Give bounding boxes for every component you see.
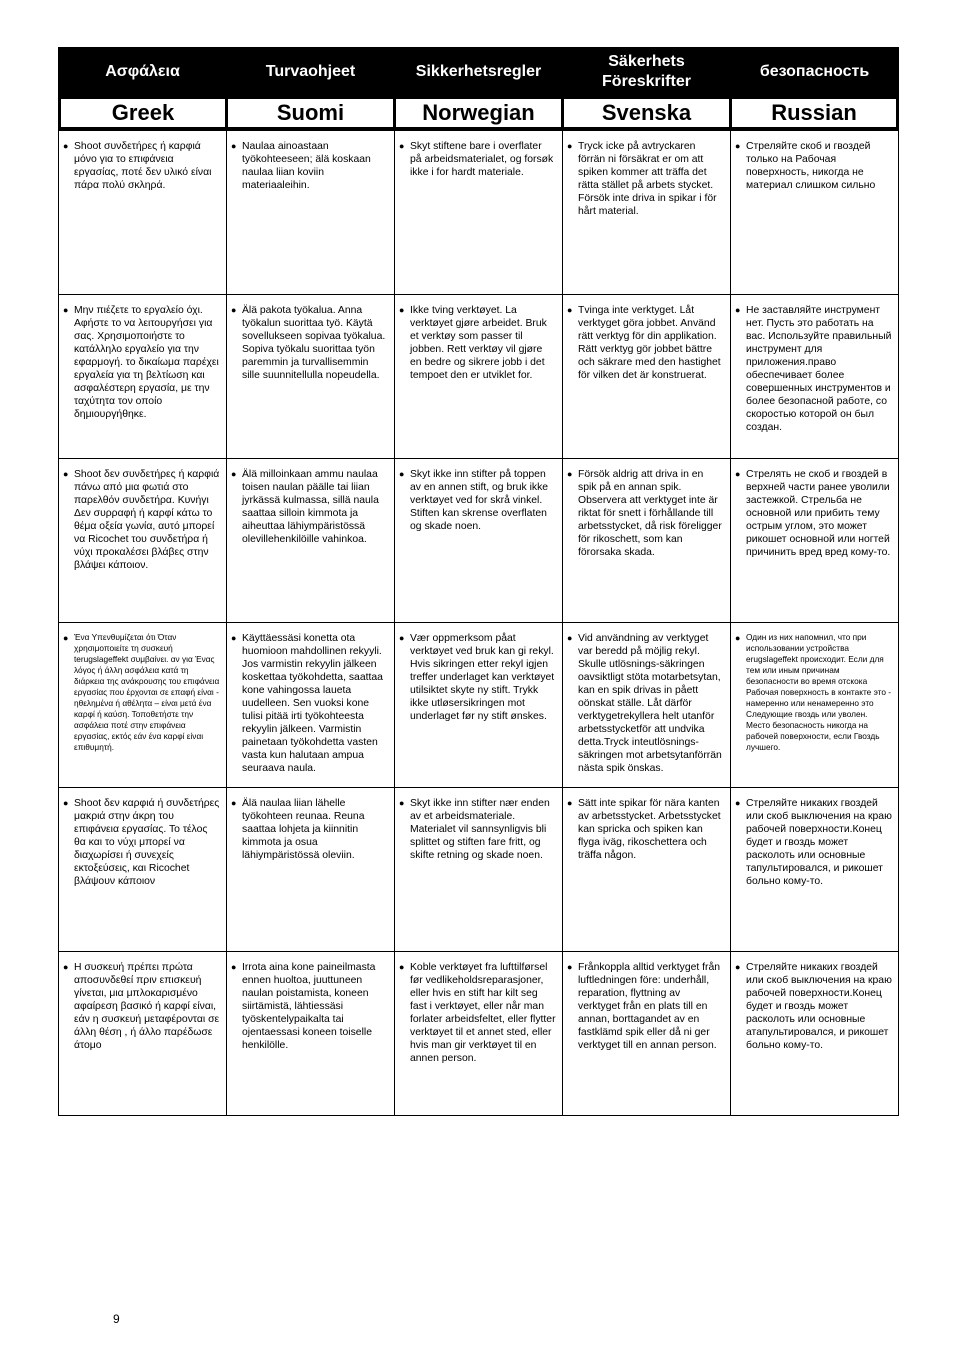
instruction-text: Vær oppmerksom påat verktøyet ved bruk kan gi rekyl. Hvis sikringen etter rekyl igjen treffer underlaget kan verktøyet utilsiktet skyte ny stift. Trykk ikke utløsersikringen mot underlaget før ny stift ønskes. — [410, 633, 555, 722]
instruction-text: Älä milloinkaan ammu naulaa toisen naulan päälle tai liian jyrkässä kulmassa, sillä naula saattaa silloin kimmota ja aiheuttaa lähiympäristössä olevillehenkilöille vahinkoa. — [242, 469, 379, 545]
instruction-text: Frånkoppla alltid verktyget från luftledningen före: underhåll, reparation, flyttning av verktyget från en plats till en annan, borttagandet av en fastklämd spik eller då ni ger verktyget till en annan person. — [578, 962, 721, 1051]
bullet-icon: ● — [735, 962, 741, 972]
instruction-cell-greek — [59, 131, 227, 295]
bullet-icon: ● — [567, 469, 573, 479]
safety-table — [58, 47, 899, 1116]
instruction-row — [59, 788, 899, 952]
instruction-text: Стреляйте никаких гвоздей или скоб выключения на краю рабочей поверхности.Конец будет и гвоздь может расколоть или основные тапультировался, и рикошет больно кому-то. — [746, 798, 892, 887]
section-title-finnish: Turvaohjeet — [227, 48, 395, 96]
instruction-cell-finnish — [227, 952, 395, 1116]
instruction-text: Irrota aina kone paineilmasta ennen huoltoa, juuttuneen naulan poistamista, koneen siirtämistä, lähtiessäsi työskentelypaikalta tai ojentaessasi koneen toiselle henkilölle. — [242, 962, 376, 1051]
bullet-icon: ● — [567, 633, 573, 643]
bullet-icon: ● — [231, 633, 237, 643]
bullet-icon: ● — [399, 469, 405, 479]
bullet-icon: ● — [735, 469, 741, 479]
instruction-cell-greek — [59, 952, 227, 1116]
bullet-icon: ● — [735, 798, 741, 808]
language-label-greek: Greek — [61, 99, 225, 127]
page-number: 9 — [113, 1312, 120, 1326]
language-label-norwegian: Norwegian — [396, 99, 561, 127]
instruction-cell-finnish — [227, 623, 395, 788]
bullet-icon: ● — [63, 962, 69, 972]
instruction-text: Ένα Υπενθυμίζεται ότι Όταν χρησιμοποιείτε τη συσκευή terugslageffekt συμβαίνει. αν για Ένας λόγος ή άλλη ασφάλεια κατά τη διάρκεια της ανάκρουσης του επιφάνεια εργασίας που έρχονται σε επαφή είναι - ηθελημένα ή αθέλητα – είναι μετά ένα καρφί ή καύση. Τοποθετήστε την ασφάλεια ποτέ στην επιφάνεια εργασίας, εκτός εάν ένα καρφί είναι επιθυμητή. — [74, 632, 220, 752]
instruction-cell-finnish — [227, 295, 395, 459]
section-title-swedish: Säkerhets Föreskrifter — [563, 48, 731, 96]
instruction-row — [59, 952, 899, 1116]
instruction-text: Стреляйте никаких гвоздей или скоб выключения на краю рабочей поверхности.Конец будет и гвоздь может расколоть или основные атапультировался, и рикошет больно кому-то. — [746, 962, 892, 1051]
instruction-text: Käyttäessäsi konetta ota huomioon mahdollinen rekyyli. Jos varmistin rekyylin jälkeen koskettaa työkohdetta, saattaa kone vahingossa laueta uudelleen. Sen vuoksi kone tulisi pitää irti työkohteesta rekyylin jälkeen. Varmistin painetaan työkohdetta vasten vasta kun halutaan ampua seuraava naula. — [242, 633, 383, 774]
instruction-row — [59, 131, 899, 295]
instruction-cell-swedish — [563, 788, 731, 952]
bullet-icon: ● — [735, 141, 741, 151]
bullet-icon: ● — [399, 141, 405, 151]
bullet-icon: ● — [567, 141, 573, 151]
instruction-cell-russian — [731, 295, 899, 459]
instruction-cell-swedish — [563, 623, 731, 788]
instruction-cell-finnish — [227, 788, 395, 952]
instruction-text: Skyt ikke inn stifter nær enden av et arbeidsmateriale. Materialet vil sannsynligvis bli splittet og stiften fare fritt, og skifte retning og skade noen. — [410, 798, 550, 861]
instruction-cell-norwegian — [395, 131, 563, 295]
bullet-icon: ● — [399, 633, 405, 643]
bullet-icon: ● — [63, 798, 69, 808]
instruction-text: Μην πιέζετε το εργαλείο όχι. Αφήστε το να λειτουργήσει για σας. Χρησιμοποιήστε το κατάλληλο εργαλείο για την εφαρμογή. το δικαίωμα παρέχει εργαλεία για τη βελτίωση και ασφαλέστερη εργασία, με την ταχύτητα τον οποίο δημιουργήθηκε. — [74, 305, 219, 420]
instruction-cell-norwegian — [395, 952, 563, 1116]
instruction-text: Не заставляйте инструмент нет. Пусть это работать на вас. Используйте правильный инструмент для приложения.право обеспечивает более совершенных инструментов и более безопасной работе, со скоростью которой он был создан. — [746, 305, 892, 433]
instruction-cell-norwegian — [395, 623, 563, 788]
section-title-row — [59, 48, 899, 96]
section-title-norwegian: Sikkerhetsregler — [395, 48, 563, 96]
instruction-text: Один из них напомнил, что при использовании устройства erugslageffekt происходит. Если для тем или иным причинам безопасности во время отскока Рабочая поверхность в контакте это - намеренно или ненамеренно это Следующие гвоздь или уволен. Место безопасность никогда на рабочей поверхности, если Гвоздь лучшего. — [746, 632, 892, 752]
instruction-text: Ikke tving verktøyet. La verktøyet gjøre arbeidet. Bruk et verktøy som passer til jobben. Rett verktøy vil gjøre en bedre og sikrere jobb i det tempoet den er utviklet for. — [410, 305, 547, 381]
instruction-text: Shoot δεν καρφιά ή συνδετήρες μακριά στην άκρη του επιφάνεια εργασίας. Το τέλος θα και το νύχι μπορεί να διαχωρίσει ή συνεχείς εκτοξεύσεις, και Ricochet βλάψουν κάποιον — [74, 798, 220, 887]
instruction-cell-swedish — [563, 131, 731, 295]
bullet-icon: ● — [63, 305, 69, 315]
bullet-icon: ● — [399, 798, 405, 808]
bullet-icon: ● — [399, 305, 405, 315]
bullet-icon: ● — [231, 141, 237, 151]
bullet-icon: ● — [63, 141, 69, 151]
language-row — [59, 96, 899, 131]
bullet-icon: ● — [735, 305, 741, 315]
instruction-cell-finnish — [227, 131, 395, 295]
instruction-text: Стреляйте скоб и гвоздей только на Рабочая поверхность, никогда не материал слишком сильно — [746, 141, 876, 191]
instruction-text: Sätt inte spikar för nära kanten av arbetsstycket. Arbetsstycket kan spricka och spiken kan flyga iväg, rikoschettera och träffa någon. — [578, 798, 721, 861]
safety-sheet — [58, 47, 898, 1116]
instruction-text: Tryck icke på avtryckaren förrän ni försäkrat er om att spiken kommer att träffa det rätta stället på arbets stycket. Försök inte driva in spikar i för hårt material. — [578, 141, 717, 217]
instruction-text: Skyt ikke inn stifter på toppen av en annen stift, og bruk ikke verktøyet ved for skrå vinkel. Stiften kan skrense overflaten og skade noen. — [410, 469, 549, 532]
instruction-cell-norwegian — [395, 788, 563, 952]
bullet-icon: ● — [63, 469, 69, 479]
instruction-text: Koble verktøyet fra lufttilførsel før vedlikeholdsreparasjoner, eller hvis en stift har kilt seg fast i verktøyet, eller når man forlater arbeidsfeltet, eller flytter verktøyet til et annet sted, eller hvis man gir verktøyet til en annen person. — [410, 962, 556, 1064]
instruction-cell-russian — [731, 788, 899, 952]
language-label-swedish: Svenska — [564, 99, 729, 127]
instruction-cell-swedish — [563, 295, 731, 459]
instruction-cell-swedish — [563, 952, 731, 1116]
instruction-row — [59, 459, 899, 623]
instruction-cell-greek — [59, 623, 227, 788]
instruction-cell-greek — [59, 459, 227, 623]
instruction-text: Älä naulaa liian lähelle työkohteen reunaa. Reuna saattaa lohjeta ja kiinnitin kimmota ja osua lähiympäristössä oleviin. — [242, 798, 365, 861]
instruction-text: Älä pakota työkalua. Anna työkalun suorittaa työ. Käytä sovellukseen sopivaa työkalua. Sopiva työkalu suorittaa työn paremmin ja turvallisemmin sille suunnitellulla nopeudella. — [242, 305, 386, 381]
instruction-text: Shoot δεν συνδετήρες ή καρφιά πάνω από μια φωτιά στο παρελθόν συνδετήρα. Κυνήγι Δεν συρραφή ή καρφί κάτω το θέμα οξεία γωνία, αυτό μπορεί να Ricochet του συνδετήρα ή νύχι προκαλέσει βλάβες στην βλάψει κάποιον. — [74, 469, 220, 571]
instruction-text: Shoot συνδετήρες ή καρφιά μόνο για το επιφάνεια εργασίας, ποτέ δεν υλικό είναι πάρα πολύ σκληρά. — [74, 141, 212, 191]
section-title-greek: Ασφάλεια — [59, 48, 227, 96]
language-label-russian: Russian — [732, 99, 896, 127]
instruction-text: Vid användning av verktyget var beredd på möjlig rekyl. Skulle utlösnings-säkringen oavsiktligt stöta motarbetsytan, kan en spik drivas in påett oönskat ställe. Låt därför verktygetrekyllera helt utanför arbetsstycketför att undvika detta.Tryck inteutlösnings-säkringen mot arbetsytanförrän nästa spik önskas. — [578, 633, 722, 774]
instruction-row — [59, 623, 899, 788]
bullet-icon: ● — [567, 962, 573, 972]
instruction-text: Η συσκευή πρέπει πρώτα αποσυνδεθεί πριν επισκευή γίνεται, μια μπλοκαρισμένο αφαίρεση βασικό ή καρφί είναι, εάν η συσκευή μεταφέρονται σε άλλη θέση , ή άλλο παρέδωσε άτομο — [74, 962, 220, 1051]
bullet-icon: ● — [567, 305, 573, 315]
instruction-text: Стрелять не скоб и гвоздей в верхней части ранее уволили застежкой. Стрельба не основной или прибить тему острым углом, это может рикошет основной или ногтей причинить вред вред кому-то. — [746, 469, 891, 558]
bullet-icon: ● — [735, 633, 741, 643]
instruction-cell-norwegian — [395, 295, 563, 459]
instruction-text: Tvinga inte verktyget. Låt verktyget göra jobbet. Använd rätt verktyg för din applikation. Rätt verktyg gör jobbet bättre och säkrare med den hastighet för vilken det är konstruerat. — [578, 305, 721, 381]
instruction-text: Naulaa ainoastaan työkohteeseen; älä koskaan naulaa liian koviin materiaaleihin. — [242, 141, 371, 191]
instruction-text: Försök aldrig att driva in en spik på en annan spik. Observera att verktyget inte är riktat för snett i förhållande till arbetsstycket, då risk föreligger för rikoschett, som kan förorsaka skada. — [578, 469, 722, 558]
bullet-icon: ● — [231, 798, 237, 808]
section-title-russian: безопасность — [731, 48, 899, 96]
bullet-icon: ● — [567, 798, 573, 808]
instruction-text: Skyt stiftene bare i overflater på arbeidsmaterialet, og forsøk ikke i for hardt materiale. — [410, 141, 554, 178]
bullet-icon: ● — [399, 962, 405, 972]
instruction-cell-norwegian — [395, 459, 563, 623]
bullet-icon: ● — [231, 962, 237, 972]
instruction-row — [59, 295, 899, 459]
instruction-cell-greek — [59, 788, 227, 952]
bullet-icon: ● — [231, 305, 237, 315]
instruction-cell-finnish — [227, 459, 395, 623]
instruction-cell-russian — [731, 459, 899, 623]
instruction-cell-greek — [59, 295, 227, 459]
bullet-icon: ● — [231, 469, 237, 479]
bullet-icon: ● — [63, 633, 69, 643]
instruction-cell-russian — [731, 623, 899, 788]
instruction-cell-russian — [731, 952, 899, 1116]
language-label-finnish: Suomi — [228, 99, 393, 127]
instruction-cell-russian — [731, 131, 899, 295]
instruction-cell-swedish — [563, 459, 731, 623]
